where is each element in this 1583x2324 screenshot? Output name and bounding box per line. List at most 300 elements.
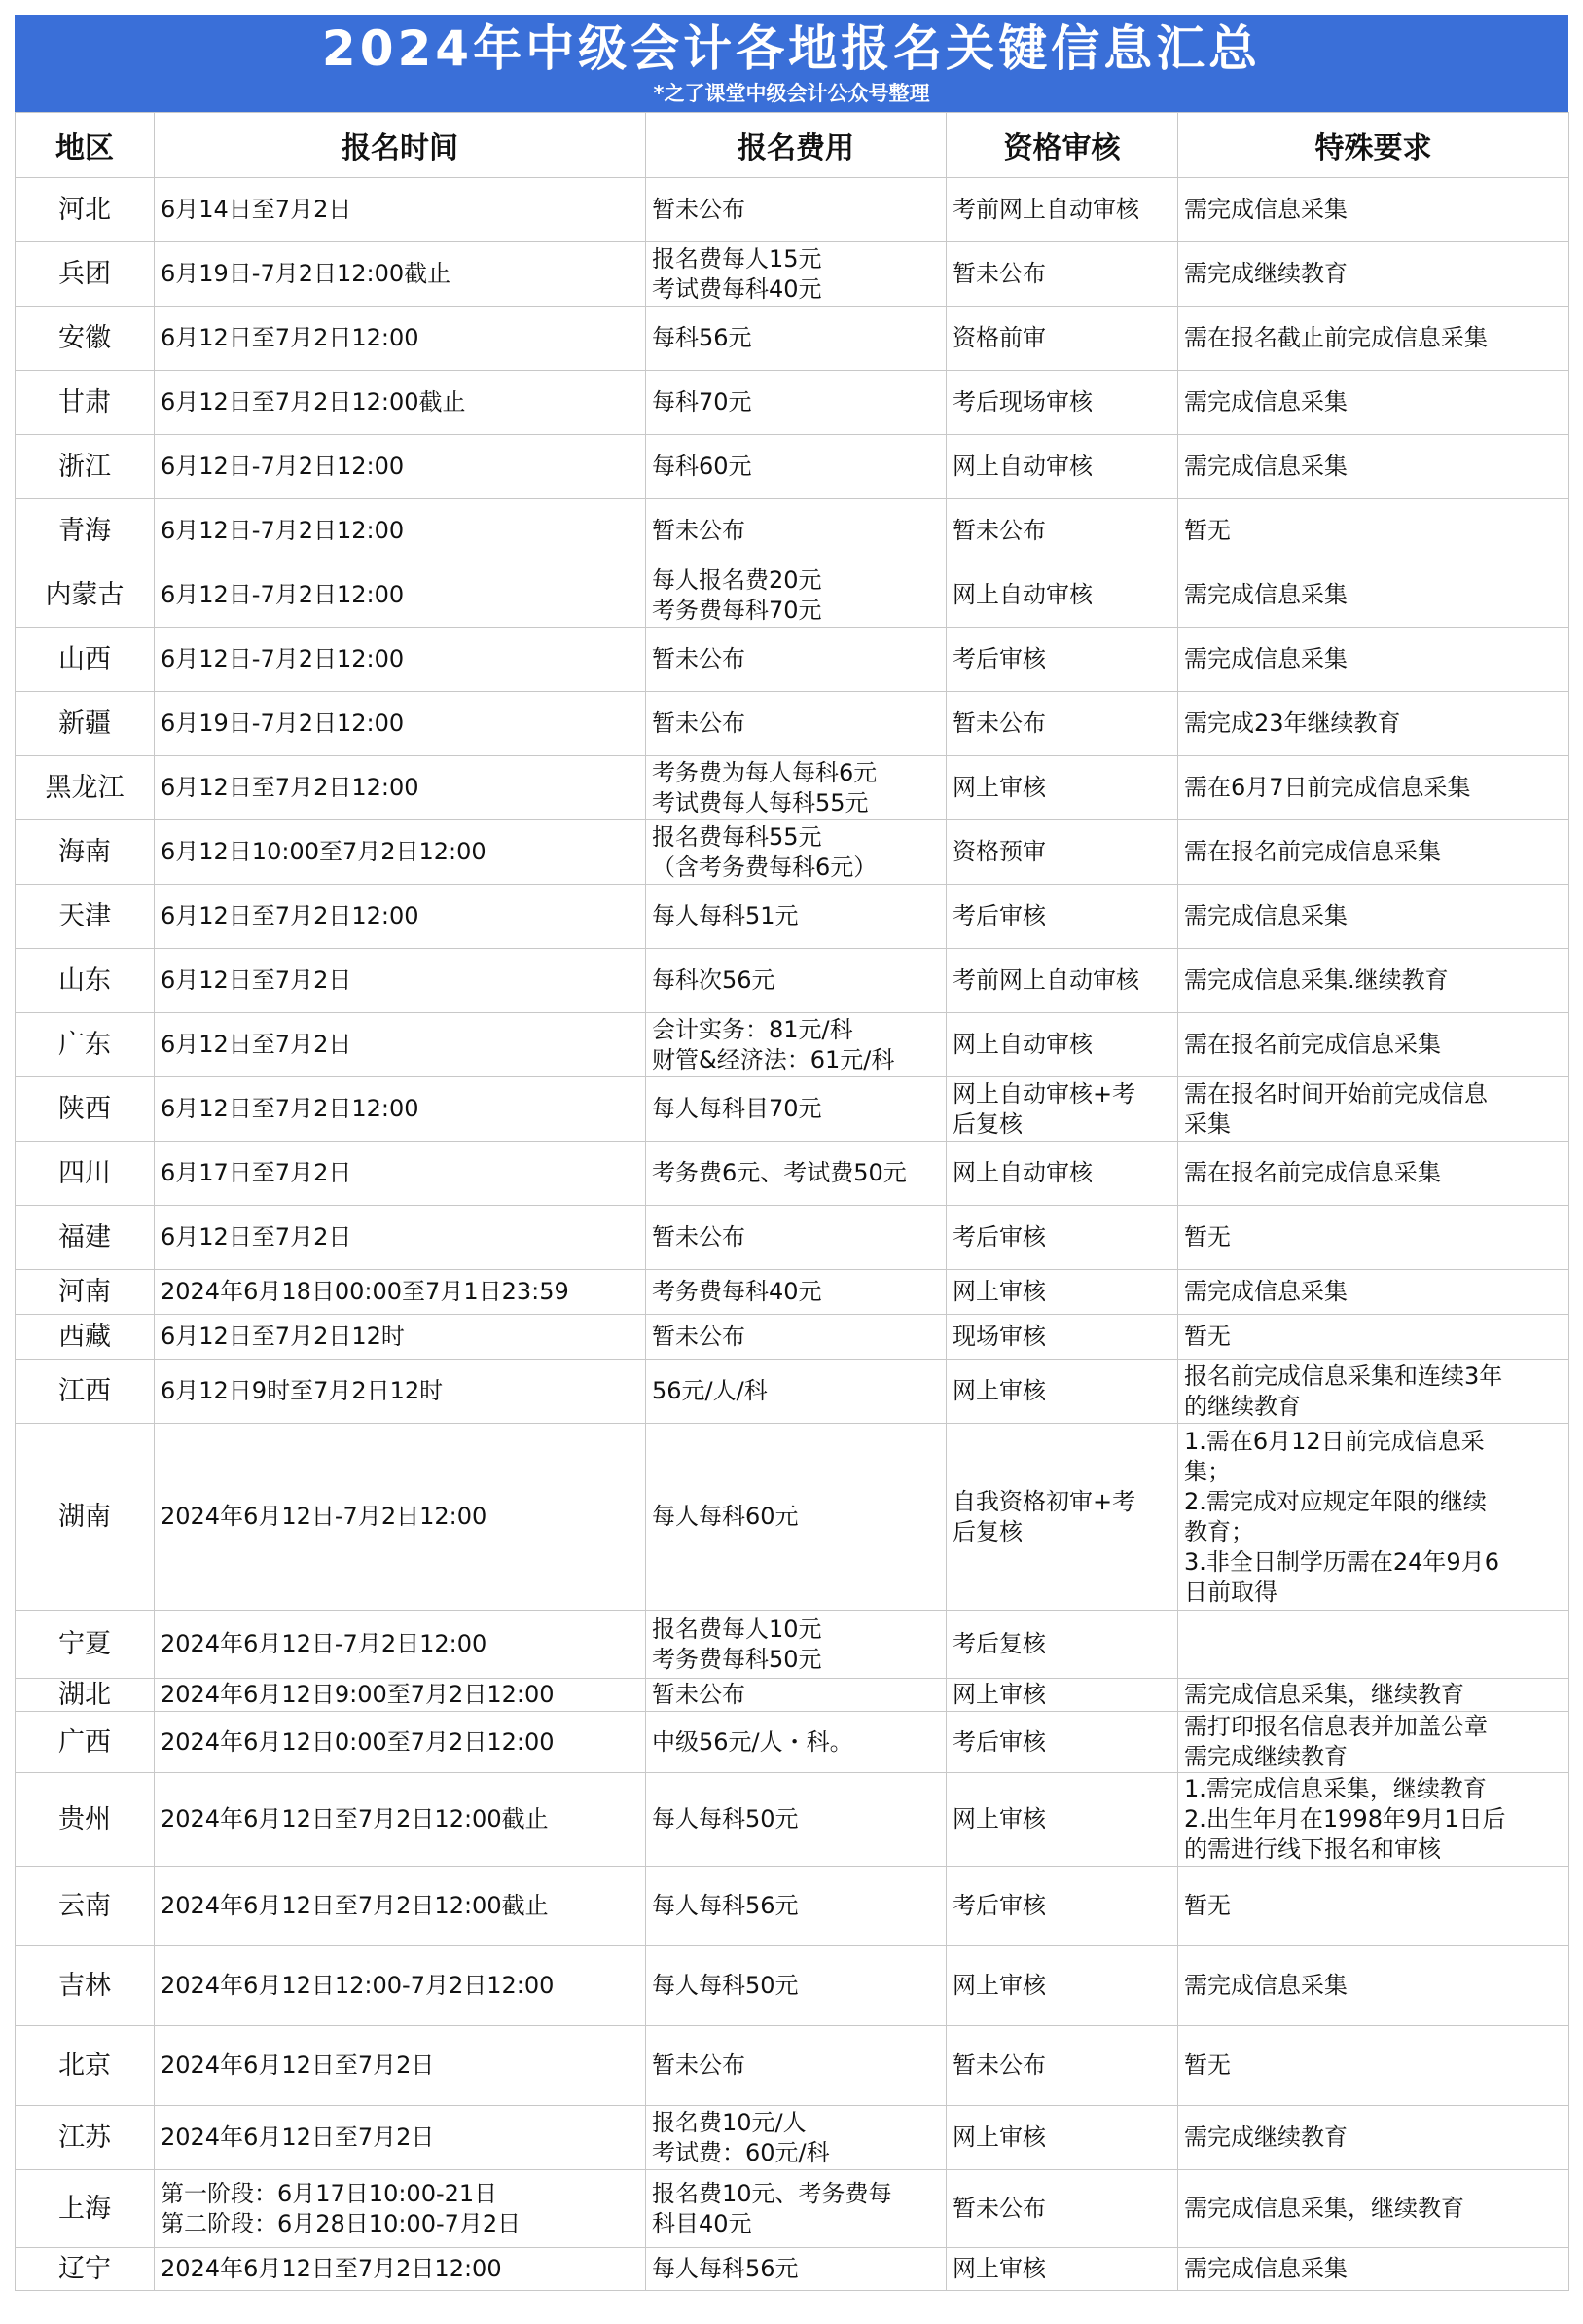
audit-cell [947, 949, 1178, 1013]
cell-line: 2024年6月12日-7月2日12:00 [161, 1630, 487, 1657]
fee-cell [646, 307, 947, 371]
cell-line: 网上审核 [953, 2124, 1046, 2151]
time-cell [155, 1360, 646, 1424]
cell-line: 考务费每科50元 [652, 1645, 822, 1673]
audit-cell [947, 1077, 1178, 1142]
requirement-cell [1178, 2248, 1569, 2291]
cell-line: 暂未公布 [652, 517, 745, 544]
time-cell [155, 1712, 646, 1773]
table-row [16, 1712, 1569, 1773]
cell-line: 需完成继续教育 [1184, 1743, 1348, 1770]
cell-line: 暂无 [1184, 1323, 1231, 1350]
cell-line: 考务费每科40元 [652, 1278, 822, 1305]
region-cell: 四川 [16, 1142, 155, 1206]
cell-line: 网上审核 [953, 1681, 1046, 1708]
fee-cell [646, 1946, 947, 2026]
audit-cell [947, 2026, 1178, 2106]
region-cell: 陕西 [16, 1077, 155, 1142]
audit-cell [947, 628, 1178, 692]
table-row [16, 1270, 1569, 1315]
cell-line: 网上审核 [953, 1278, 1046, 1305]
cell-line: 采集 [1184, 1109, 1231, 1138]
cell-line: 财管&经济法：61元/科 [652, 1045, 895, 1073]
cell-line: 需完成继续教育 [1184, 260, 1348, 287]
time-cell [155, 1679, 646, 1712]
time-cell [155, 949, 646, 1013]
region-cell: 河北 [16, 178, 155, 242]
region-cell: 甘肃 [16, 371, 155, 435]
fee-cell [646, 2106, 947, 2170]
cell-line: 暂无 [1184, 1892, 1231, 1919]
cell-line: 集； [1184, 1457, 1231, 1485]
table-row [16, 1013, 1569, 1077]
header-time: 报名时间 [155, 113, 646, 178]
requirement-cell [1178, 435, 1569, 499]
audit-cell [947, 1142, 1178, 1206]
table-row [16, 1773, 1569, 1867]
requirement-cell [1178, 1773, 1569, 1867]
cell-line: 需完成信息采集 [1184, 581, 1348, 608]
cell-line: 1.需完成信息采集，继续教育 [1184, 1775, 1487, 1802]
time-cell [155, 1013, 646, 1077]
audit-cell [947, 1712, 1178, 1773]
cell-line: 暂未公布 [652, 2052, 745, 2079]
requirement-cell [1178, 371, 1569, 435]
cell-line: 2024年6月12日12:00-7月2日12:00 [161, 1972, 555, 1999]
region-cell: 辽宁 [16, 2248, 155, 2291]
cell-line: 2024年6月12日至7月2日12:00截止 [161, 1892, 549, 1919]
cell-line: 6月12日至7月2日12:00 [161, 324, 419, 351]
audit-cell [947, 2170, 1178, 2248]
fee-cell [646, 1360, 947, 1424]
cell-line: 每人每科50元 [652, 1805, 799, 1833]
region-cell: 内蒙古 [16, 563, 155, 628]
region-cell: 浙江 [16, 435, 155, 499]
requirement-cell [1178, 2170, 1569, 2248]
cell-line: 暂未公布 [652, 1223, 745, 1251]
requirement-cell [1178, 756, 1569, 820]
cell-line: 需完成信息采集 [1184, 388, 1348, 416]
cell-line: 暂未公布 [652, 1323, 745, 1350]
time-cell [155, 499, 646, 563]
cell-line: 2.需完成对应规定年限的继续 [1184, 1487, 1487, 1515]
cell-line: 自我资格初审+考 [953, 1487, 1136, 1515]
requirement-cell [1178, 2026, 1569, 2106]
cell-line: 网上自动审核+考 [953, 1079, 1136, 1108]
cell-line: 2024年6月12日至7月2日 [161, 2124, 435, 2151]
fee-cell [646, 1013, 947, 1077]
cell-line: 暂未公布 [953, 517, 1046, 544]
time-cell [155, 371, 646, 435]
audit-cell [947, 1013, 1178, 1077]
cell-line: 需打印报名信息表并加盖公章 [1184, 1713, 1488, 1740]
cell-line: 报名费每科55元 [652, 822, 822, 851]
requirement-cell [1178, 563, 1569, 628]
fee-cell [646, 1712, 947, 1773]
cell-line: 3.非全日制学历需在24年9月6 [1184, 1547, 1499, 1576]
cell-line: 网上审核 [953, 2255, 1046, 2282]
requirement-cell [1178, 820, 1569, 885]
cell-line: 每人每科60元 [652, 1503, 799, 1530]
requirement-cell [1178, 692, 1569, 756]
fee-cell [646, 2026, 947, 2106]
requirement-cell [1178, 1013, 1569, 1077]
table-row [16, 307, 1569, 371]
region-cell: 青海 [16, 499, 155, 563]
audit-cell [947, 563, 1178, 628]
table-row [16, 949, 1569, 1013]
cell-line: 6月12日-7月2日12:00 [161, 645, 405, 672]
audit-cell [947, 178, 1178, 242]
cell-line: 6月12日至7月2日12:00 [161, 1095, 419, 1122]
header-requirement: 特殊要求 [1178, 113, 1569, 178]
table-row [16, 1946, 1569, 2026]
header-audit: 资格审核 [947, 113, 1178, 178]
cell-line: 每人报名费20元 [652, 565, 822, 594]
region-cell: 山西 [16, 628, 155, 692]
time-cell [155, 1315, 646, 1360]
cell-line: 每科60元 [652, 453, 752, 480]
table-row [16, 242, 1569, 307]
time-cell [155, 1867, 646, 1946]
cell-line: 6月12日至7月2日12:00 [161, 902, 419, 929]
requirement-cell [1178, 1315, 1569, 1360]
region-cell: 兵团 [16, 242, 155, 307]
fee-cell [646, 820, 947, 885]
cell-line: 暂未公布 [953, 2195, 1046, 2222]
table-row [16, 1315, 1569, 1360]
time-cell [155, 692, 646, 756]
table-row [16, 1360, 1569, 1424]
cell-line: 6月12日-7月2日12:00 [161, 517, 405, 544]
cell-line: 需在报名时间开始前完成信息 [1184, 1079, 1488, 1108]
requirement-cell [1178, 1206, 1569, 1270]
fee-cell [646, 435, 947, 499]
region-cell: 江西 [16, 1360, 155, 1424]
cell-line: 6月12日至7月2日12:00 [161, 774, 419, 801]
region-cell: 广东 [16, 1013, 155, 1077]
cell-line: 日前取得 [1184, 1578, 1277, 1606]
cell-line: 考前网上自动审核 [953, 196, 1139, 223]
table-row [16, 1611, 1569, 1679]
cell-line: 需在报名前完成信息采集 [1184, 1031, 1441, 1058]
cell-line: 6月14日至7月2日 [161, 196, 352, 223]
cell-line: 网上自动审核 [953, 581, 1093, 608]
cell-line: 网上审核 [953, 774, 1046, 801]
time-cell [155, 242, 646, 307]
cell-line: 现场审核 [953, 1323, 1046, 1350]
requirement-cell [1178, 2106, 1569, 2170]
cell-line: 需完成信息采集 [1184, 196, 1348, 223]
audit-cell [947, 435, 1178, 499]
audit-cell [947, 371, 1178, 435]
audit-cell [947, 307, 1178, 371]
cell-line: 6月17日至7月2日 [161, 1159, 352, 1186]
cell-line: 网上审核 [953, 1972, 1046, 1999]
cell-line: 每人每科51元 [652, 902, 799, 929]
region-cell: 江苏 [16, 2106, 155, 2170]
region-cell: 福建 [16, 1206, 155, 1270]
fee-cell [646, 756, 947, 820]
requirement-cell [1178, 1142, 1569, 1206]
cell-line: 暂无 [1184, 1223, 1231, 1251]
cell-line: 2.出生年月在1998年9月1日后 [1184, 1805, 1506, 1833]
cell-line: 每科70元 [652, 388, 752, 416]
requirement-cell [1178, 1712, 1569, 1773]
region-cell: 新疆 [16, 692, 155, 756]
cell-line: 需完成信息采集 [1184, 453, 1348, 480]
time-cell [155, 885, 646, 949]
time-cell [155, 2106, 646, 2170]
time-cell [155, 435, 646, 499]
cell-line: 暂未公布 [953, 2052, 1046, 2079]
fee-cell [646, 1679, 947, 1712]
cell-line: 的需进行线下报名和审核 [1184, 1835, 1441, 1863]
table-row [16, 2106, 1569, 2170]
cell-line: 6月12日至7月2日 [161, 1223, 352, 1251]
audit-cell [947, 820, 1178, 885]
region-cell: 吉林 [16, 1946, 155, 2026]
region-cell: 安徽 [16, 307, 155, 371]
cell-line: 资格前审 [953, 324, 1046, 351]
cell-line: 需完成信息采集，继续教育 [1184, 2195, 1464, 2222]
time-cell [155, 1946, 646, 2026]
cell-line: 6月19日-7月2日12:00 [161, 709, 405, 737]
table-row [16, 756, 1569, 820]
fee-cell [646, 1270, 947, 1315]
cell-line: 资格预审 [953, 838, 1046, 865]
cell-line: 中级56元/人・科。 [652, 1727, 853, 1756]
fee-cell [646, 1867, 947, 1946]
cell-line: 考务费6元、考试费50元 [652, 1159, 907, 1186]
audit-cell [947, 1315, 1178, 1360]
cell-line: 会计实务：81元/科 [652, 1015, 853, 1043]
fee-cell [646, 563, 947, 628]
table-row [16, 435, 1569, 499]
fee-cell [646, 1077, 947, 1142]
cell-line: 考前网上自动审核 [953, 966, 1139, 994]
time-cell [155, 178, 646, 242]
region-cell: 山东 [16, 949, 155, 1013]
time-cell [155, 1142, 646, 1206]
region-cell: 上海 [16, 2170, 155, 2248]
region-cell: 西藏 [16, 1315, 155, 1360]
time-cell [155, 1270, 646, 1315]
time-cell [155, 1077, 646, 1142]
cell-line: 网上自动审核 [953, 1031, 1093, 1058]
requirement-cell [1178, 1611, 1569, 1679]
table-row [16, 371, 1569, 435]
cell-line: 需完成信息采集.继续教育 [1184, 966, 1449, 994]
cell-line: 需在报名前完成信息采集 [1184, 838, 1441, 865]
header-region: 地区 [16, 113, 155, 178]
cell-line: 6月12日10:00至7月2日12:00 [161, 838, 486, 865]
cell-line: 报名前完成信息采集和连续3年 [1184, 1362, 1503, 1390]
cell-line: 暂无 [1184, 517, 1231, 544]
region-cell: 宁夏 [16, 1611, 155, 1679]
cell-line: 考试费每人每科55元 [652, 788, 869, 817]
header-row [16, 113, 1569, 178]
region-cell: 黑龙江 [16, 756, 155, 820]
fee-cell [646, 1424, 947, 1611]
cell-line: 6月12日至7月2日 [161, 1031, 352, 1058]
region-cell: 贵州 [16, 1773, 155, 1867]
cell-line: 需在报名前完成信息采集 [1184, 1159, 1441, 1186]
table-row [16, 628, 1569, 692]
cell-line: 6月12日9时至7月2日12时 [161, 1377, 444, 1404]
audit-cell [947, 242, 1178, 307]
cell-line: 2024年6月18日00:00至7月1日23:59 [161, 1278, 569, 1305]
region-cell: 天津 [16, 885, 155, 949]
cell-line: 科目40元 [652, 2209, 752, 2237]
cell-line: 需完成信息采集，继续教育 [1184, 1681, 1464, 1708]
cell-line: 网上审核 [953, 1377, 1046, 1404]
audit-cell [947, 2248, 1178, 2291]
fee-cell [646, 1142, 947, 1206]
fee-cell [646, 885, 947, 949]
time-cell [155, 628, 646, 692]
table-row [16, 885, 1569, 949]
audit-cell [947, 1206, 1178, 1270]
cell-line: 每人每科56元 [652, 2255, 799, 2282]
region-cell: 海南 [16, 820, 155, 885]
cell-line: 需完成继续教育 [1184, 2124, 1348, 2151]
requirement-cell [1178, 628, 1569, 692]
table-row [16, 563, 1569, 628]
fee-cell [646, 1611, 947, 1679]
cell-line: 6月12日至7月2日 [161, 966, 352, 994]
table-row [16, 1867, 1569, 1946]
time-cell [155, 820, 646, 885]
audit-cell [947, 499, 1178, 563]
table-row [16, 1206, 1569, 1270]
time-cell [155, 1424, 646, 1611]
cell-line: 暂未公布 [953, 260, 1046, 287]
cell-line: 考后审核 [953, 1727, 1046, 1756]
fee-cell [646, 2170, 947, 2248]
requirement-cell [1178, 1270, 1569, 1315]
cell-line: 每科56元 [652, 324, 752, 351]
table-row [16, 1077, 1569, 1142]
cell-line: 考后审核 [953, 645, 1046, 672]
requirement-cell [1178, 949, 1569, 1013]
cell-line: 报名费每人15元 [652, 244, 822, 272]
cell-line: 2024年6月12日9:00至7月2日12:00 [161, 1681, 555, 1708]
audit-cell [947, 1867, 1178, 1946]
audit-cell [947, 756, 1178, 820]
cell-line: 需完成23年继续教育 [1184, 709, 1401, 737]
region-cell: 湖南 [16, 1424, 155, 1611]
cell-line: 后复核 [953, 1109, 1023, 1138]
cell-line: 后复核 [953, 1517, 1023, 1545]
time-cell [155, 307, 646, 371]
cell-line: 1.需在6月12日前完成信息采 [1184, 1427, 1485, 1455]
audit-cell [947, 1679, 1178, 1712]
table-row [16, 2248, 1569, 2291]
title-banner [15, 15, 1568, 112]
audit-cell [947, 1946, 1178, 2026]
registration-table [15, 112, 1569, 2291]
cell-line: 网上审核 [953, 1805, 1046, 1833]
cell-line: 需完成信息采集 [1184, 902, 1348, 929]
cell-line: 考后审核 [953, 902, 1046, 929]
fee-cell [646, 628, 947, 692]
cell-line: 每人每科50元 [652, 1972, 799, 1999]
cell-line: 6月19日-7月2日12:00截止 [161, 260, 451, 287]
cell-line: 2024年6月12日至7月2日12:00截止 [161, 1805, 549, 1833]
table-row [16, 2170, 1569, 2248]
audit-cell [947, 2106, 1178, 2170]
requirement-cell [1178, 242, 1569, 307]
audit-cell [947, 885, 1178, 949]
time-cell [155, 563, 646, 628]
cell-line: 暂未公布 [652, 709, 745, 737]
cell-line: 报名费10元、考务费每 [652, 2179, 892, 2207]
requirement-cell [1178, 307, 1569, 371]
region-cell: 广西 [16, 1712, 155, 1773]
cell-line: 暂未公布 [953, 709, 1046, 737]
time-cell [155, 1773, 646, 1867]
cell-line: 网上自动审核 [953, 453, 1093, 480]
fee-cell [646, 371, 947, 435]
cell-line: 6月12日-7月2日12:00 [161, 453, 405, 480]
fee-cell [646, 949, 947, 1013]
cell-line: 6月12日至7月2日12时 [161, 1323, 405, 1350]
cell-line: 需完成信息采集 [1184, 1972, 1348, 1999]
page-title: 2024年中级会计各地报名关键信息汇总 [321, 20, 1262, 77]
cell-line: 每人每科目70元 [652, 1095, 822, 1122]
requirement-cell [1178, 885, 1569, 949]
table-row [16, 2026, 1569, 2106]
cell-line: 报名费每人10元 [652, 1615, 822, 1643]
fee-cell [646, 499, 947, 563]
cell-line: 2024年6月12日0:00至7月2日12:00 [161, 1727, 555, 1756]
cell-line: 6月12日-7月2日12:00 [161, 581, 405, 608]
cell-line: 每人每科56元 [652, 1892, 799, 1919]
cell-line: 需完成信息采集 [1184, 645, 1348, 672]
region-cell: 云南 [16, 1867, 155, 1946]
requirement-cell [1178, 499, 1569, 563]
cell-line: 考务费每科70元 [652, 596, 822, 624]
cell-line: 暂未公布 [652, 645, 745, 672]
cell-line: 6月12日至7月2日12:00截止 [161, 388, 466, 416]
header-fee: 报名费用 [646, 113, 947, 178]
requirement-cell [1178, 1679, 1569, 1712]
table-row [16, 1424, 1569, 1611]
fee-cell [646, 242, 947, 307]
cell-line: 第二阶段：6月28日10:00-7月2日 [161, 2209, 522, 2237]
table-row [16, 820, 1569, 885]
cell-line: 考务费为每人每科6元 [652, 758, 878, 786]
time-cell [155, 756, 646, 820]
cell-line: 需在报名截止前完成信息采集 [1184, 324, 1488, 351]
cell-line: 的继续教育 [1184, 1392, 1301, 1420]
audit-cell [947, 1611, 1178, 1679]
summary-sheet [15, 15, 1568, 2291]
page-subtitle: *之了课堂中级会计公众号整理 [653, 82, 930, 105]
cell-line: 需完成信息采集 [1184, 2255, 1348, 2282]
time-cell [155, 1206, 646, 1270]
fee-cell [646, 178, 947, 242]
table-row [16, 692, 1569, 756]
requirement-cell [1178, 1360, 1569, 1424]
audit-cell [947, 1424, 1178, 1611]
region-cell: 北京 [16, 2026, 155, 2106]
cell-line: 需在6月7日前完成信息采集 [1184, 774, 1471, 801]
audit-cell [947, 1360, 1178, 1424]
table-body [16, 178, 1569, 2291]
fee-cell [646, 1315, 947, 1360]
